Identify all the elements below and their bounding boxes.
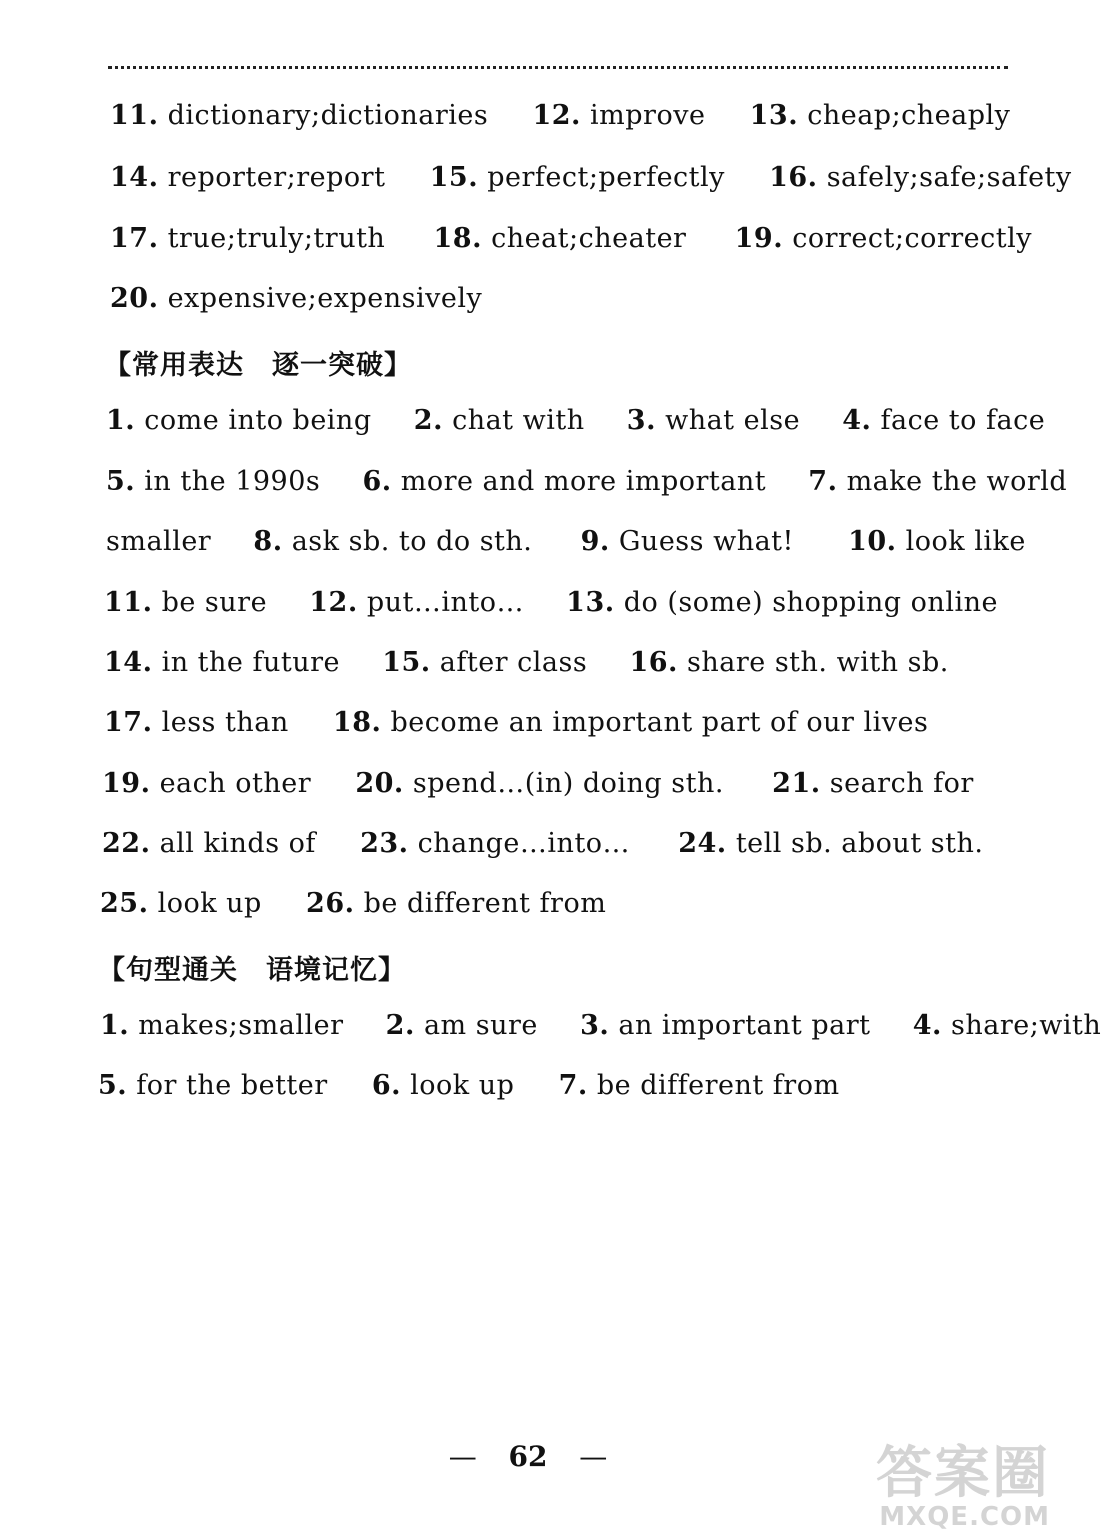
- item-answer: look up: [157, 888, 262, 919]
- item-number: 13.: [566, 587, 615, 618]
- item-answer: after class: [439, 647, 588, 678]
- watermark-url: MXQE.COM: [879, 1502, 1050, 1532]
- item-number: 1.: [100, 1010, 130, 1041]
- item-answer: all kinds of: [159, 828, 316, 859]
- item-answer: less than: [161, 707, 289, 738]
- item-answer: do (some) shopping online: [623, 587, 998, 618]
- item-answer: tell sb. about sth.: [735, 828, 984, 859]
- item-answer: be different from: [363, 888, 607, 919]
- item-number: 16.: [769, 162, 818, 193]
- item-number: 6.: [371, 1070, 402, 1101]
- item-answer: safely;safe;safety: [826, 162, 1072, 193]
- item-answer: am sure: [423, 1010, 538, 1041]
- watermark-logo: [876, 1441, 1050, 1532]
- item-answer: perfect;perfectly: [487, 162, 725, 193]
- section-heading-expressions: 【常用表达 逐一突破】: [104, 350, 412, 381]
- answer-line: [102, 828, 983, 859]
- dash-right: —: [579, 1440, 608, 1473]
- answer-line: [106, 466, 1067, 497]
- item-number: 15.: [382, 647, 431, 678]
- answer-line: [100, 888, 606, 919]
- item-answer: what else: [665, 405, 801, 436]
- item-number: 2.: [413, 405, 443, 436]
- dotted-divider: [108, 66, 1008, 69]
- item-number: 20.: [110, 283, 159, 314]
- item-number: 2.: [385, 1010, 415, 1041]
- item-answer: share sth. with sb.: [687, 647, 949, 678]
- item-number: 4.: [842, 405, 872, 436]
- item-answer: makes;smaller: [138, 1010, 344, 1041]
- item-answer: face to face: [880, 405, 1046, 436]
- item-number: 25.: [100, 888, 149, 919]
- item-answer: come into being: [144, 405, 372, 436]
- item-answer: look up: [410, 1070, 515, 1101]
- item-answer: in the 1990s: [144, 466, 321, 497]
- item-number: 7.: [558, 1070, 588, 1101]
- item-answer: improve: [590, 100, 706, 131]
- item-answer: become an important part of our lives: [390, 707, 929, 738]
- item-number: 5.: [98, 1070, 128, 1101]
- item-number: 5.: [106, 466, 136, 497]
- item-answer-part: make the world: [846, 466, 1068, 497]
- item-answer-part: smaller: [106, 526, 212, 557]
- answer-line: [110, 162, 1072, 193]
- item-number: 3.: [580, 1010, 610, 1041]
- item-answer: each other: [159, 768, 312, 799]
- item-answer: share;with: [950, 1010, 1101, 1041]
- item-answer: expensive;expensively: [167, 283, 483, 314]
- item-answer: in the future: [161, 647, 340, 678]
- item-number: 3.: [626, 405, 656, 436]
- item-number: 8.: [253, 526, 283, 557]
- item-answer: change…into…: [417, 828, 631, 859]
- item-answer: correct;correctly: [792, 223, 1032, 254]
- item-answer: dictionary;dictionaries: [167, 100, 489, 131]
- answer-line: [102, 768, 974, 799]
- answer-line: [106, 526, 1026, 557]
- item-answer: be different from: [596, 1070, 840, 1101]
- item-answer: an important part: [618, 1010, 871, 1041]
- item-answer: be sure: [161, 587, 268, 618]
- answer-line: [106, 405, 1045, 436]
- item-number: 18.: [332, 707, 382, 738]
- item-number: 18.: [433, 223, 482, 254]
- item-number: 24.: [678, 828, 727, 859]
- item-number: 9.: [580, 526, 610, 557]
- item-answer: cheap;cheaply: [807, 100, 1011, 131]
- answer-line: [110, 223, 1032, 254]
- watermark-text: 答案圈: [876, 1441, 1050, 1506]
- item-number: 6.: [362, 466, 392, 497]
- item-number: 11.: [104, 587, 153, 618]
- item-number: 20.: [355, 768, 404, 799]
- item-answer: look like: [905, 526, 1026, 557]
- item-answer: chat with: [452, 405, 585, 436]
- item-number: 17.: [110, 223, 159, 254]
- item-number: 4.: [912, 1010, 942, 1041]
- item-number: 23.: [360, 828, 409, 859]
- item-number: 21.: [772, 768, 821, 799]
- answer-line: [98, 1070, 840, 1101]
- item-answer: search for: [829, 768, 974, 799]
- item-answer: for the better: [136, 1070, 328, 1101]
- item-number: 12.: [309, 587, 358, 618]
- item-number: 1.: [106, 405, 136, 436]
- item-number: 19.: [102, 768, 151, 799]
- item-answer: ask sb. to do sth.: [291, 526, 533, 557]
- item-number: 10.: [848, 526, 897, 557]
- answer-line: [110, 283, 482, 314]
- item-answer: Guess what!: [618, 526, 794, 557]
- item-answer: put…into…: [366, 587, 524, 618]
- answer-line: [104, 707, 928, 738]
- item-number: 17.: [104, 707, 153, 738]
- item-number: 19.: [734, 223, 784, 254]
- answer-line: [104, 587, 998, 618]
- answer-line: [104, 647, 949, 678]
- page-number: 62: [508, 1440, 548, 1473]
- item-number: 14.: [110, 162, 159, 193]
- item-answer: spend…(in) doing sth.: [412, 768, 724, 799]
- item-number: 16.: [629, 647, 678, 678]
- item-number: 7.: [808, 466, 838, 497]
- answer-line: [100, 1010, 1101, 1041]
- item-answer: cheat;cheater: [491, 223, 687, 254]
- item-answer: reporter;report: [167, 162, 386, 193]
- section-heading-sentences: 【句型通关 语境记忆】: [98, 955, 406, 986]
- item-answer: more and more important: [400, 466, 767, 497]
- dash-left: —: [448, 1440, 477, 1473]
- item-number: 11.: [110, 100, 159, 131]
- item-number: 13.: [749, 100, 799, 131]
- item-number: 22.: [102, 828, 151, 859]
- item-number: 26.: [306, 888, 355, 919]
- item-answer: true;truly;truth: [167, 223, 386, 254]
- item-number: 15.: [429, 162, 479, 193]
- item-number: 12.: [532, 100, 581, 131]
- answer-line: [110, 100, 1010, 131]
- item-number: 14.: [104, 647, 153, 678]
